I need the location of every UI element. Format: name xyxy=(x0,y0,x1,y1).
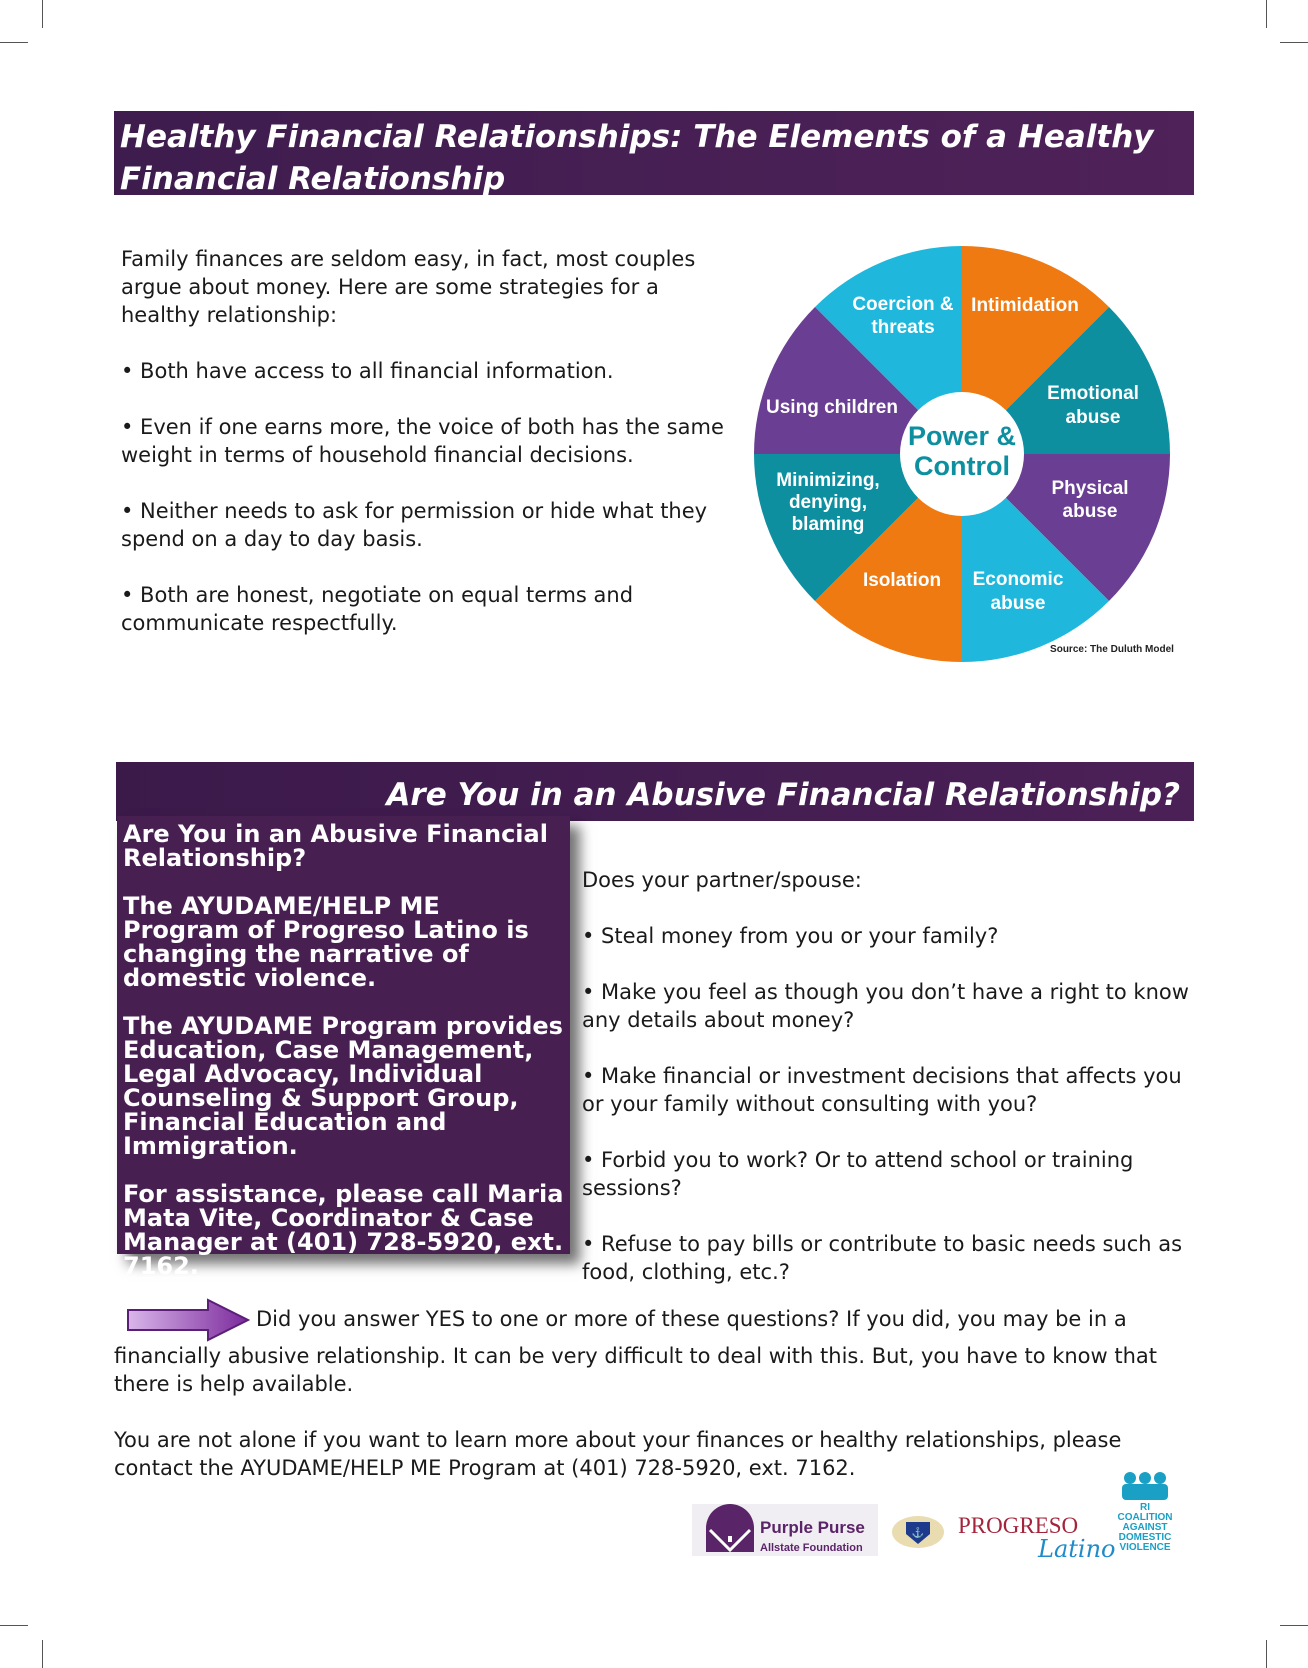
wheel-label: Using children xyxy=(766,397,898,418)
svg-text:RI: RI xyxy=(1140,1502,1150,1513)
svg-text:Latino: Latino xyxy=(1038,1535,1116,1563)
program-contact-text: For assistance, please call Maria Mata Vite, Coordinator & Case Manager at (401) 728-5920, ext. 7162. xyxy=(123,1180,564,1280)
intro-bullet: • Neither needs to ask for permission or hide what they spend on a day to day basis. xyxy=(121,499,708,551)
svg-text:AGAINST: AGAINST xyxy=(1122,1522,1168,1533)
intro-bullet: • Even if one earns more, the voice of both has the same weight in terms of household financial decisions. xyxy=(121,415,724,467)
question-item: • Refuse to pay bills or contribute to basic needs such as food, clothing, etc.? xyxy=(582,1232,1183,1284)
intro-text xyxy=(121,245,741,665)
wheel-label: abuse xyxy=(990,593,1046,614)
ri-seal-logo xyxy=(892,1516,944,1548)
intro-paragraph: Family finances are seldom easy, in fact, most couples argue about money. Here are some strategies for a healthy relationship: xyxy=(121,247,696,327)
crop-mark xyxy=(1280,1625,1308,1626)
conclusion-contact: You are not alone if you want to learn more about your finances or healthy relationships, please contact the AYUDAME/HELP ME Program at (401) 728-5920, ext. 7162. xyxy=(114,1428,1122,1480)
crop-mark xyxy=(0,1625,28,1626)
page-title xyxy=(114,111,1194,195)
wheel-label: Emotional xyxy=(1047,383,1139,404)
wheel-label: abuse xyxy=(1062,501,1118,522)
wheel-source: Source: The Duluth Model xyxy=(1050,644,1174,655)
svg-text:VIOLENCE: VIOLENCE xyxy=(1119,1542,1171,1553)
wheel-label: threats xyxy=(871,317,935,338)
wheel-label: Economic xyxy=(972,569,1064,590)
svg-text:COALITION: COALITION xyxy=(1117,1512,1173,1523)
question-item: • Steal money from you or your family? xyxy=(582,924,999,948)
crop-mark xyxy=(1280,42,1308,43)
page-title-line2: Financial Relationship xyxy=(120,161,506,197)
wheel-label: Intimidation xyxy=(971,295,1079,316)
svg-text:⚓: ⚓ xyxy=(911,1528,925,1539)
sponsor-logos xyxy=(690,1470,1180,1570)
question-item: • Make you feel as though you don’t have a right to know any details about money? xyxy=(582,980,1189,1032)
program-info-box xyxy=(117,816,570,1280)
wheel-label: Physical xyxy=(1051,478,1129,499)
wheel-center-title: Power & xyxy=(907,421,1017,451)
progreso-latino-logo xyxy=(958,1513,1115,1563)
ri-coalition-logo xyxy=(1118,1472,1173,1553)
purple-purse-logo xyxy=(692,1504,878,1556)
intro-bullet: • Both have access to all financial information. xyxy=(121,359,614,383)
crop-mark xyxy=(1266,0,1267,28)
wheel-center-title: Control xyxy=(914,451,1010,481)
program-info-text: The AYUDAME Program provides Education, Case Management, Legal Advocacy, Individual Counseling & Support Group, Financial Education and Immigration. xyxy=(123,1012,563,1160)
conclusion-paragraph xyxy=(114,1298,1204,1398)
wheel-label: Isolation xyxy=(862,570,942,591)
crop-mark xyxy=(42,1640,43,1668)
question-item: • Make financial or investment decisions that affects you or your family without consulting with you? xyxy=(582,1064,1182,1116)
wheel-label: denying, xyxy=(788,492,868,513)
page-title-line1: Healthy Financial Relationships: The Elements of a Healthy xyxy=(120,119,1154,155)
wheel-label: blaming xyxy=(791,514,865,535)
question-item: • Forbid you to work? Or to attend school or training sessions? xyxy=(582,1148,1134,1200)
program-info-heading: Are You in an Abusive Financial Relationship? xyxy=(123,820,548,872)
questions-list xyxy=(582,866,1202,1314)
crop-mark xyxy=(1266,1640,1267,1668)
wheel-label: abuse xyxy=(1065,407,1121,428)
wheel-label: Minimizing, xyxy=(776,470,880,491)
power-control-wheel xyxy=(740,232,1180,672)
crop-mark xyxy=(42,0,43,28)
section2-title: Are You in an Abusive Financial Relationship? xyxy=(386,777,1180,813)
intro-bullet: • Both are honest, negotiate on equal terms and communicate respectfully. xyxy=(121,583,634,635)
svg-text:Purple Purse: Purple Purse xyxy=(760,1518,865,1537)
svg-text:DOMESTIC: DOMESTIC xyxy=(1118,1532,1172,1543)
crop-mark xyxy=(0,42,28,43)
svg-text:PROGRESO: PROGRESO xyxy=(958,1513,1079,1538)
svg-text:Allstate Foundation: Allstate Foundation xyxy=(760,1542,863,1554)
questions-lead: Does your partner/spouse: xyxy=(582,868,862,892)
program-info-text: The AYUDAME/HELP ME Program of Progreso Latino is changing the narrative of domestic violence. xyxy=(123,892,529,992)
wheel-label: Coercion & xyxy=(852,294,954,315)
conclusion-text: Did you answer YES to one or more of these questions? If you did, you may be in a financially abusive relationship. It can be very difficult to deal with this. But, you have to know that there is help available. xyxy=(114,1307,1158,1396)
arrow-right-icon xyxy=(126,1298,250,1342)
